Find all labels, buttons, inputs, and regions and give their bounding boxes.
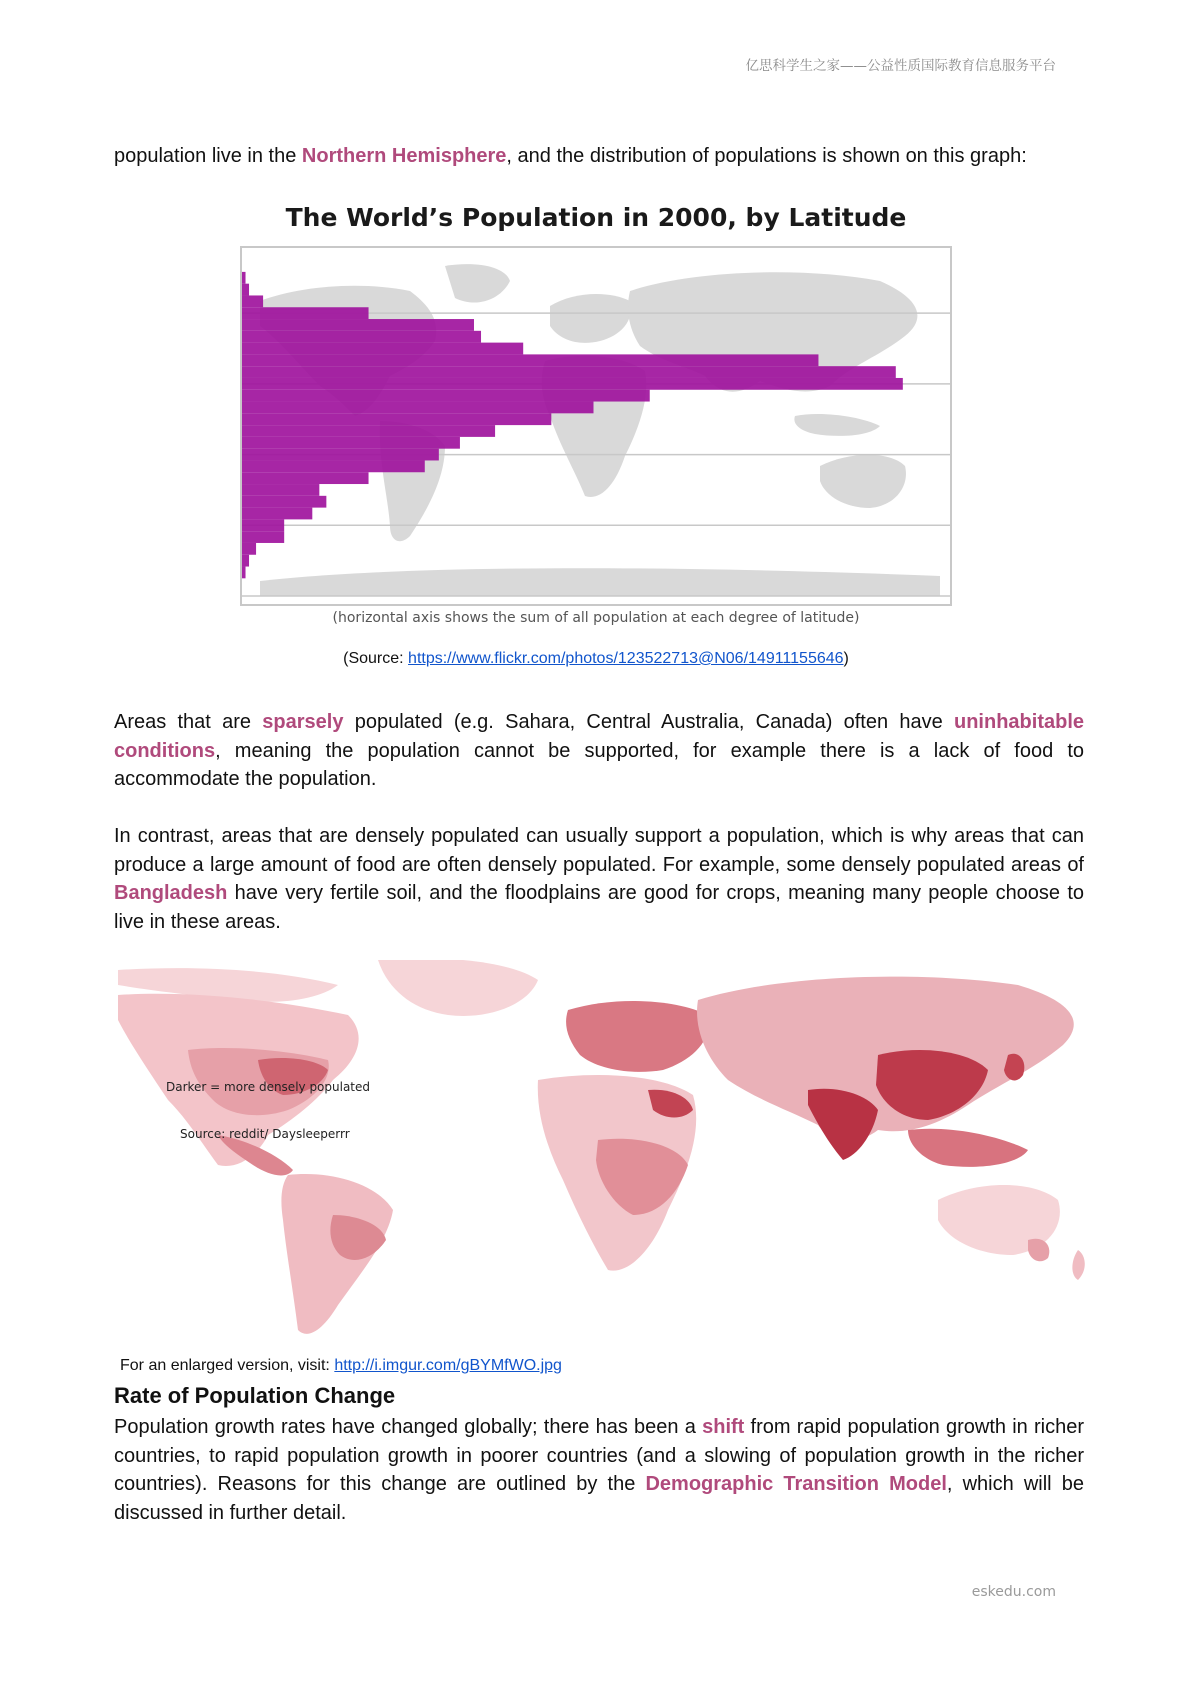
latitude-bar (242, 508, 312, 520)
page-footer: eskedu.com (971, 1584, 1056, 1600)
latitude-bar (242, 543, 256, 555)
text: populated (e.g. Sahara, Central Australia, Canada) often have (343, 711, 954, 733)
chart-source (0, 650, 1192, 668)
text: For an enlarged version, visit: (120, 1357, 335, 1374)
latitude-population-chart (240, 246, 952, 606)
latitude-bar (242, 519, 284, 531)
chart-title: The World’s Population in 2000, by Latitude (285, 203, 907, 232)
latitude-bar (242, 354, 818, 366)
latitude-bar (242, 484, 319, 496)
paragraph-rate-change (114, 1413, 1084, 1527)
population-density-map (118, 960, 1093, 1350)
latitude-bar (242, 307, 369, 319)
flickr-source-link[interactable]: https://www.flickr.com/photos/123522713@N06/14911155646 (408, 650, 844, 667)
text: have very fertile soil, and the floodplains are good for crops, meaning many people choose to live in these areas. (114, 882, 1084, 933)
latitude-bar (242, 343, 523, 355)
highlight-uninhabitable-conditions: uninhabitable conditions (114, 711, 1084, 762)
latitude-bar (242, 567, 246, 579)
map-source-note: Source: reddit/ Daysleeperrr (180, 1127, 350, 1141)
latitude-bar (242, 284, 249, 296)
density-map-land (118, 960, 1085, 1334)
latitude-bar (242, 460, 425, 472)
text: from rapid population growth in richer countries, to rapid population growth in poorer countries (and a slowing of population growth in the richer countries). Reasons for this change are outlined by the (114, 1416, 1084, 1495)
latitude-bar (242, 413, 551, 425)
latitude-bar (242, 319, 474, 331)
latitude-bar (242, 496, 326, 508)
paragraph-dense (114, 822, 1084, 936)
highlight-bangladesh: Bangladesh (114, 882, 228, 904)
paragraph-intro (114, 142, 1084, 171)
latitude-bar (242, 331, 481, 343)
highlight-demographic-transition-model: Demographic Transition Model (645, 1473, 947, 1495)
latitude-bar (242, 472, 369, 484)
latitude-bar (242, 295, 263, 307)
text: Population growth rates have changed globally; there has been a (114, 1416, 703, 1438)
highlight-northern-hemisphere: Northern Hemisphere (301, 145, 507, 167)
text: (Source: (343, 650, 409, 667)
highlight-shift: shift (702, 1416, 745, 1438)
latitude-bar (242, 272, 246, 284)
latitude-bar (242, 402, 594, 414)
latitude-bar (242, 555, 249, 567)
section-heading: Rate of Population Change (114, 1383, 396, 1408)
text: ) (843, 650, 849, 667)
paragraph-sparse (114, 708, 1084, 794)
imgur-link[interactable]: http://i.imgur.com/gBYMfWO.jpg (334, 1357, 562, 1374)
map-legend-note: Darker = more densely populated (166, 1080, 371, 1094)
latitude-bar (242, 390, 650, 402)
latitude-bar (242, 449, 439, 461)
latitude-bar (242, 378, 903, 390)
text: population live in the (114, 145, 302, 167)
highlight-sparsely: sparsely (262, 711, 344, 733)
enlarged-version-line (120, 1357, 562, 1375)
text: , meaning the population cannot be supported, for example there is a lack of food to accommodate the population. (114, 739, 1084, 790)
chart-axis-caption: (horizontal axis shows the sum of all population at each degree of latitude) (332, 610, 860, 626)
latitude-bar (242, 366, 896, 378)
text: , which will be discussed in further detail. (114, 1473, 1084, 1524)
latitude-bar (242, 437, 460, 449)
latitude-bar (242, 425, 495, 437)
text: , and the distribution of populations is shown on this graph: (506, 145, 1027, 167)
latitude-bar (242, 531, 284, 543)
text: In contrast, areas that are densely populated can usually support a population, which is why areas that can produce a large amount of food are often densely populated. For example, some densely populated areas of (114, 825, 1084, 876)
text: Areas that are (114, 711, 263, 733)
page-header: 亿思科学生之家——公益性质国际教育信息服务平台 (745, 58, 1056, 74)
